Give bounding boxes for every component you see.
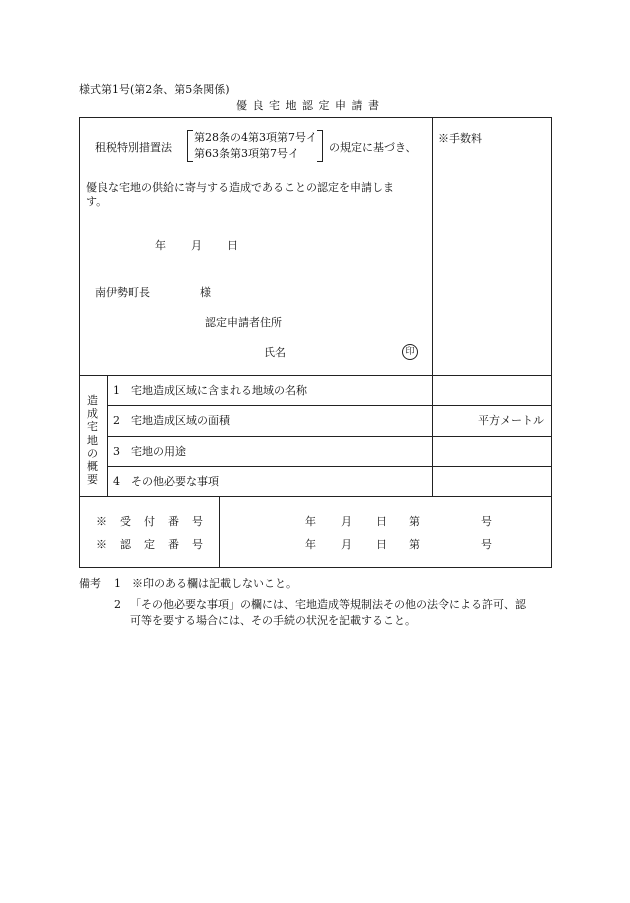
note-2-number: 2 [114,598,121,611]
receipt-day: 日 [376,515,387,528]
receipt-dai: 第 [409,515,420,528]
body-line-2: す。 [86,195,108,208]
note-1-number: 1 [114,577,121,590]
certification-dai: 第 [409,538,420,551]
certification-number-label: ※ 認 定 番 号 [96,538,204,551]
overview-side-label: 造 成 宅 地 の 概 要 [87,394,98,487]
overview-row-2-label: 2 宅地造成区域の面積 [113,414,230,427]
article-1: 第28条の4第3項第7号イ [194,131,317,144]
receipt-month: 月 [341,515,352,528]
receipt-go: 号 [481,515,492,528]
left-bracket [187,130,193,162]
right-bracket [317,130,323,162]
based-on-text: の規定に基づき、 [329,141,417,154]
fee-label: ※手数料 [438,132,482,145]
date-month: 月 [191,239,202,252]
date-day: 日 [227,239,238,252]
honorific: 様 [200,286,211,299]
overview-row-3-label: 3 宅地の用途 [113,445,186,458]
certification-day: 日 [376,538,387,551]
note-2-line-1: 「その他必要な事項」の欄には、宅地造成等規制法その他の法令による許可、認 [130,598,526,611]
date-year: 年 [155,239,166,252]
note-2-line-2: 可等を要する場合には、その手続の状況を記載すること。 [130,614,416,627]
note-1: ※印のある欄は記載しないこと。 [132,577,297,590]
seal-mark: 印 [402,344,418,360]
applicant-name-label: 氏名 [264,346,286,359]
form-title: 優 良 宅 地 認 定 申 請 書 [236,99,380,112]
receipt-number-label: ※ 受 付 番 号 [96,515,204,528]
overview-row-1-label: 1 宅地造成区域に含まれる地域の名称 [113,384,307,397]
applicant-address-label: 認定申請者住所 [205,316,282,329]
form-number: 様式第1号(第2条、第5条関係) [79,83,230,96]
article-2: 第63条第3項第7号イ [194,147,299,160]
body-line-1: 優良な宅地の供給に寄与する造成であることの認定を申請しま [86,181,394,194]
overview-row-4-label: 4 その他必要な事項 [113,475,219,488]
notes-title: 備考 [79,577,101,590]
addressee: 南伊勢町長 [95,286,150,299]
certification-month: 月 [341,538,352,551]
law-name: 租税特別措置法 [95,141,172,154]
area-unit: 平方メートル [478,414,544,427]
certification-year: 年 [305,538,316,551]
receipt-year: 年 [305,515,316,528]
certification-go: 号 [481,538,492,551]
